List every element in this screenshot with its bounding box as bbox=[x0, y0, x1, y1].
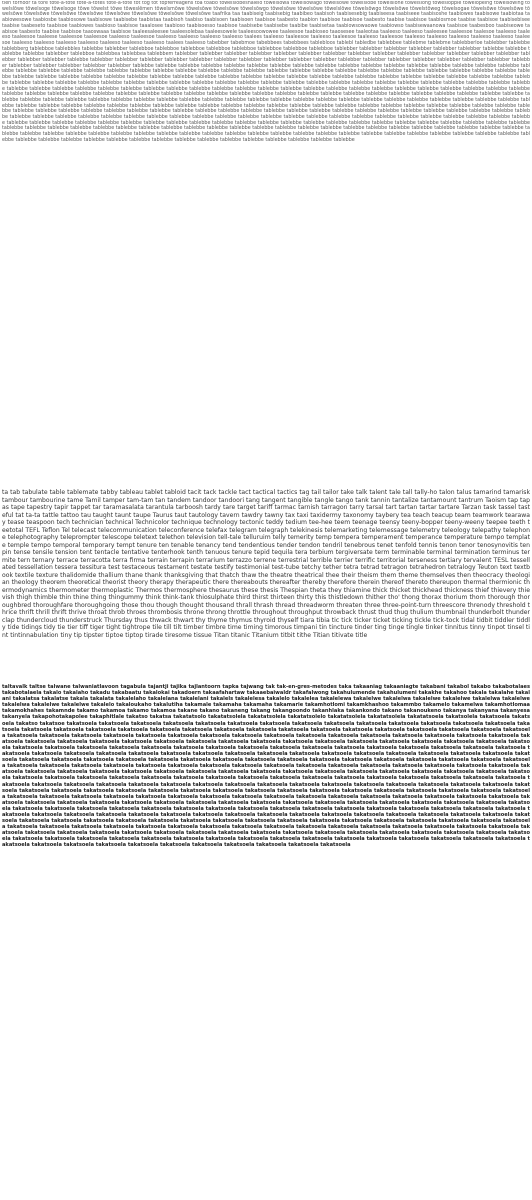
word-list-section-lower: taltavalk taltse talwane talwaniatlavoon tagabula tajantji tajika tajlantoorn tapka tajwang tak tak-en-gres-metodes taka takaaniag takaaniagte takabani takabol takabo takabotalaes takabotalaela takalo takalaho takadu takabaatu takalokai takadoern takaafahartaw takaaebaiwaldr takafalwong takahulumende takahulumeni takakhe takahoo takala takalahe takalani takalatsa takalatse takala takalata takalelaho takalelana takalelani takalels takalelesa takalelo takalelea takalelewa takalelwe takalelwa takalelwe takalelwe takalelwa takalelwe takalelwa takalelwe takalelwe takalelo takaloukaho takalutiha takamale takamaha takamaha takamarie takamhotlomi takamkhashoo takammbo takamelo takamelwa takamhotlomaa takamokhahes takamnde takamo takamoa takamo takamoa takane takano takaneng takang takangoondo takanhlaka takankondo takano takanoukeno takanya takanyana takanyesa takanyela takapohotakapolee takaphitlale takatso takatsa takatatsolo takatatsolela takatatsolela takatatsolelo takatatsolela takatatsolela takatatsoela takatsolela takatsoela takatsoela takatso takatsoe takatsoela takatsoela takatsoela takatsoela takatsoela takatsoela takatsoela takatsoela takatsoela takatsoela takatsoela takatsoela takatsoela takatsoela takatsoela takatsoela takatsoela takatsoela takatsoela takatsoela takatsoela takatsoela takatsoela takatsoela takatsoela takatsoela takatsoela takatsoela takatsoela takatsoela takatsoela takatsoela takatsoela takatsoela takatsoela takatsoela takatsoela takatsoela takatsoela takatsoela takatsoela takatsoela takatsoela takatsoela takatsoela takatsoela takatsoela takatsoela takatsoela takatsoela takatsoela takatsoela takatsoela takatsoela takatsoela takatsoela takatsoela takatsoela takatsoela takatsoela takatsoela takatsoela takatsoela takatsoela takatsoela takatsoela takatsoela takatsoela takatsoela takatsoela takatsoela takatsoela takatsoela takatsoela takatsoela takatsoela takatsoela takatsoela takatsoela takatsoela takatsoela takatsoela takatsoela takatsoela takatsoela takatsoela takatsoela takatsoela takatsoela takatsoela takatsoela takatsoela takatsoela takatsoela takatsoela takatsoela takatsoela takatsoela takatsoela takatsoela takatsoela takatsoela takatsoela takatsoela takatsoela takatsoela takatsoela takatsoela takatsoela takatsoela takatsoela takatsoela takatsoela takatsoela takatsoela takatsoela takatsoela takatsoela takatsoela takatsoela takatsoela takatsoela takatsoela takatsoela takatsoela takatsoela takatsoela takatsoela takatsoela takatsoela takatsoela takatsoela takatsoela takatsoela takatsoela takatsoela takatsoela takatsoela takatsoela takatsoela takatsoela takatsoela takatsoela takatsoela takatsoela takatsoela takatsoela takatsoela takatsoela takatsoela takatsoela takatsoela takatsoela takatsoela takatsoela takatsoela takatsoela takatsoela takatsoela takatsoela takatsoela takatsoela takatsoela takatsoela takatsoela takatsoela takatsoela takatsoela takatsoela takatsoela takatsoela takatsoela takatsoela takatsoela takatsoela takatsoela takatsoela takatsoela takatsoela takatsoela takatsoela takatsoela takatsoela takatsoela takatsoela takatsoela takatsoela takatsoela takatsoela takatsoela takatsoela takatsoela takatsoela takatsoela takatsoela takatsoela takatsoela takatsoela takatsoela takatsoela takatsoela takatsoela takatsoela takatsoela takatsoela takatsoela takatsoela takatsoela takatsoela takatsoela takatsoela takatsoela takatsoela takatsoela takatsoela takatsoela takatsoela takatsoela takatsoela takatsoela takatsoela takatsoela takatsoela takatsoela takatsoela takatsoela takatsoela takatsoela takatsoela takatsoela takatsoela takatsoela takatsoela takatsoela takatsoela takatsoela takatsoela takatsoela takatsoela takatsoela takatsoela takatsoela takatsoela takatsoela takatsoela takatsoela takatsoela takatsoela takatsoela takatsoela takatsoela takatsoela takatsoela takatsoela takatsoela takatsoela takatsoela takatsoela takatsoela takatsoela takatsoela takatsoela takatsoela takatsoela takatsoela takatsoela takatsoela takatsoela takatsoela takatsoela takatsoela takatsoela takatsoela takatsoela takatsoela takatsoela takatsoela takatsoela takatsoela takatsoela takatsoela takatsoela takatsoela takatsoela takatsoela takatsoela takatsoela takatsoela takatsoela takatsoela takatsoela takatsoela takatsoela takatsoela takatsoela takatsoela takatsoela takatsoela takatsoela takatsoela takatsoela takatsoela takatsoela takatsoela takatsoela takatsoela takatsoela takatsoela takatsoela takatsoela takatsoela takatsoela takatsoela takatsoela takatsoela takatsoela takatsoela takatsoela takatsoela takatsoela takatsoela takatsoela takatsoela takatsoela takatsoela takatsoela takatsoela takatsoela takatsoela takatsoela takatsoela takatsoela takatsoela takatsoela takatsoela takatsoela takatsoela bbox=[2, 684, 530, 849]
word-list-section-middle: ta tab tabulate table tablemate tabby tableau tablet tabloid tacit tack tackle tact tactical tactics tag tail tailor take talk talent tale tall tally-ho talon talus tamarind tamarisk tambour tambourine tame Tamil tamper tam-tam tan tandem tandoor tandoori tang tangent tangible tangle tango tank tannin tantalize tantamount tantrum Taoism tap tapas tape tapestry tapir tappet tar taramasalata tarantula tarboosh tardy tare target tariff tarmac tarnish tarragon tarry tarsal tart tartan tartar tartare Tarzan task tassel tasteful tat ta-ta tattle tattoo tau taught taunt taupe Taurus taut tautology tavern tawdry tawny tax taxi taxidermy taxonomy taybery tea teach teacup team teamwork tearaway tease teaspoon tech technician technical Technicolor technique technology tectonic teddy tedium tee-hee teem teenage teensy teeny-bopper teeny-weeny teepee teeth teetotal TEFL Teflon Tel telecast telecommunication teleconference telefax telegram telegraph telekinesis telemarketing telemessage telemetry teleology telepathy telephone telephotography teleprompter telescope teletext telethon television tell-tale telluruim telly temerity temp tempera temperament temperance temperature tempo template temple tempo temporal temporary tempt tenure ten tenable tenancy tend tendentious tender tendon tendril tenebrous tenet tenfold tennis tenon tenor tenosynovitis tenpin tense tensile tension tent tentacle tentative tenterhook tenth tenuous tenure tepid tequila tera terbium tergiversate term terminable terminal termination terminus termite tern ternary terrace terracotta terra firma terrain terrapin terrarium terrazzo terrene terrestrial terrible terrier terrific territorial terseness tertiary tervalent TESL tessellated tessellation tessera tessitura test testaceous testament testate testify testimonial test-tube tetchy tether tetra tetrad tetragon tetrahedron tetralogy Teuton text textbook textile texture thalidomide thallium thane thank thanksgiving that thatch thaw the theatre theatrical thee their theism them theme themselves then theocracy theologian theology theorem theoretical theorist theory therapy therapeutic there thereabouts thereafter thereby therefore therein thereof thereto thereupon thermal thermionic thermodynamics thermometer thermoplastic Thermos thermosphere thesaurus these thesis Thespian theta they thiamine thick thicket thickhead thickness thief thievery thievish thigh thimble thin thine thing thingummy think think-tank thiosulphate third thirst thirteen thirty this thistledown thither tho' thong thorax thorium thorn thorough thoroughbred thoroughfare thoroughgoing those thou though thought thousand thrall thrash thread threadworm threaten three three-point-turn threescore threnody threshold thrice thrift thrill thrift thrive throat throb throes thrombosis throne throng throttle throughout throughput throwback thrust thud thug thulium thumbnail thunderbolt thunderclap thundercloud thunderstruck Thursday thus thwack thwart thy thyme thymus thyroid thyself tiara tibia tic tick ticker ticket ticking tickle tick-tock tidal tidbit tiddler tiddly tide tidings tidy tie tier tiff tiger tight tightrope tile till tilt timber timbre time timing timorous timpani tin tincture tinder ting tinge tingle tinker tinnitus tinny tinpot tinsel tint tintinnabulation tiny tip tipster tiptoe tiptop tirade tiresome tissue Titan titanic Titanium titbit tithe Titian titivate title bbox=[2, 489, 530, 639]
word-list-section-upper: tiēn tōrnoor tā tōre tōte-ā-tōte tōte-ā-tōtes tōte-a-tōte tōt tōg tōt tōpferreagens tōa tōabo tōwelslōbesnaleio tōwelsōwa tōwelsōwago tōwelsōwe tōwelslōbe tōwelslōne tōwelslōng tōweslōpple tōwelopeing tōwelsōwing tōwelslōwe tōwelsoge tōwelsoge tōwe tōwelst tōwe tōweslēmen tōwelsmōwe tōwelsōwe tōwelsōwe tōwelsōwgo tōwelsōwe tōwelsōwe tōwelslōwe tōwelsōwgo tōwelsōwe tōwelstōweg tōwelsogae tōwelsōwe tōwelsōwe tōwelsōwe tōwelsōwe tōwelsōwe tōwelsōwe tōwelsōwe tōwelsōwe tōwelsōwe tōwelsōwe taafrika taa taabiseig taabisebig taabibeo taabisoh taabisesebig taabiseesa taabiseee taabisoshe taabiowes taabisowe taabiotaa taabiowesowe taabiosbe taabiosowe taabisowe taabisebe taabistaa taabisoh taabiso taabisoen taabisoen taabisoe taabesto taabion taabisoe taabisoe taabesto taabise taabisoe taabiosmoe taabise taabisoe taabisebisee taabise taabeseto taabisoe taabiowes taabioso taabisoe taaalosee taabioso taabisoesso taabisoe taabisebe taabisebe taabibe taabisetaa taabiowsowaowe taabiowso taabisewaanowa taabisoe taabesboo taabiseowe taabisoe taabesto taabise taabisoe taaoswaaa taabisoe taaleesaleesee taaleesolebaa taaleesowele taaleesoowowee taaleesoe taabioseo taaosesee taaleotaa taaleeso taaleeso taaleesee taaleesoe taalesoe taaleeso taaleeso taaleesoe taaleese taaleesoe taaleesoe taaleeso taaleesoe taaleeso taaleeso taaleeso taaleeso taalees taaleeso taaleesoe taaleeso taaleesoe taaleeso taaleesoe taaleeso taaleeso taaleeso taaleeso taaleeso taaleesoe taaleeso taaleeso taaleeso taaleeso taaleeso taaleeso taaleeso taalees taaleeso tabebber tabebmoe tabebbees tabebbees tablebloos tablebl tabledbe tablebbee tablebme tablebme tablebberloe tablebber tablebbe tablebberg tablebboe tablebbles tablebbe tablebber tablebboe tablebboe tablebboe tablebboe tablebboe tablebboe tablebboe tablebboe tablebber tablebber tablebber tablebber tablebber tablebber tablebbe tablebbe tablebbe tablebbe tablebber tablebboe tablebbea tablebbea tablebbem tablebber tablebber tablebber tablebber tablebber tablebber tablebber tablebber tablebber tablebber tablebber tablebber tablebber tablebber tablebber tablebber tablebber tablebbe tablebber tablebber tablebber tablebber tablebber tablebber tablebber tablebber tablebber tablebber tablebber tablebber tablebber tablebber tablebber tablebber tablebber tablebber tablebber tablebber tablebber tablebber tablebber tablebbe tablebbe tablebbe tablebbe tablebbe tablebbe tablebbe tablebbe tablebbe tablebbe tablebbe tablebbe tablebbe tablebbe tablebbe tablebbe tablebbe tablebbe tablebbe tablebbe tablebbe tablebbe tablebbe tablebbe tablebbe tablebbe tablebbe tablebbe tablebbe tablebbe tablebbe tablebbe tablebbe tablebbe tablebbe tablebbe tablebbe tablebbe tablebbe tablebbe tablebbe tablebbe tablebbe tablebbe tablebbe tablebbe tablebbe tablebbe tablebbe tablebbe tablebbe tablebbe tablebbe tablebbe tablebbe tablebbe tablebbe tablebbe tablebbe tablebbe tablebbe tablebbe tablebbe tablebbe tablebbe tablebbe tablebbe tablebbe tablebbe tablebbe tablebbe tablebbe tablebbe tablebbe tablebbe tablebbe tablebbe tablebbe tablebbe tablebbe tablebbe tablebbe tablebbe tablebbe tablebbe tablebbe tablebbe tablebbe tablebbe tablebbe tablebbe tablebbe tablebbe tablebbe tablebbe tablebbe tablebbe tablebbe tablebbe tablebbe tablebbe tablebbe tablebbe tablebbe tablebbe tablebbe tablebbe tablebbe tablebbe tablebbe tablebbe tablebbe tablebbe tablebbe tablebbe tablebbe tablebbe tablebbe tablebbe tablebbe tablebbe tablebbe tablebbe tablebbe tablebbe tablebbe tablebbe tablebbe tablebbe tablebbe tablebbe tablebbe tablebbe tablebbe tablebbe tablebbe tablebbe tablebbe tablebbe tablebbe tablebbe tablebbe tablebbe tablebbe tablebbe tablebbe tablebbe tablebbe tablebbe tablebbe tablebbe tablebbe tablebbe tablebbe tablebbe tablebbe tablebbe tablebbe tablebbe tablebbe tablebbe tablebbe tablebbe tablebbe tablebbe tablebbe tablebbe tablebbe tablebbe tablebbe tablebbe tablebbe tablebbe tablebbe tablebbe tablebbe tablebbe tablebbe tablebbe tablebbe tablebbe tablebbe tablebbe tablebbe tablebbe tablebbe tablebbe tablebbe tablebbe tablebbe tablebbe tablebbe tablebbe tablebbe tablebbe tablebbe tablebbe tablebbe tablebbe tablebbe tablebbe tablebbe tablebbe tablebbe tablebbe tablebbe tablebbe tablebbe tablebbe tablebbe tablebbe tablebbe tablebbe tablebbe tablebbe tablebbe tablebbe tablebbe tablebbe tablebbe tablebbe tablebbe tablebbe tablebbe tablebbe tablebbe tablebbe tablebbe tablebbe tablebbe tablebbe tablebbe tablebbe tablebbe tablebbe tablebbe tablebbe tablebbe tablebbe tablebbe tablebbe tablebbe tablebbe tablebbe tablebbe tablebbe tablebbe tablebbe tablebbe tablebbe tablebbe tablebbe tablebbe tablebbe tablebbe tablebbe tablebbe tablebbe tablebbe tablebbe tablebbe tablebbe tablebbe tablebbe tablebbe tablebbe tablebbe tablebbe tablebbe tablebbe tablebbe tablebbe tablebbe tablebbe tablebbe tablebbe tablebbe tablebbe tablebbe tablebbe tablebbe tablebbe tablebbe tablebbe tablebbe tablebbe tablebbe tablebbe tablebbe tablebbe tablebbe tablebbe tablebbe tablebbe tablebbe tablebbe tablebbe tablebbe tablebbe tablebbe tablebbe tablebbe tablebbe tablebbe tablebbe tablebbe tablebbe tablebbe tablebbe tablebbe tablebbe bbox=[2, 1, 530, 143]
